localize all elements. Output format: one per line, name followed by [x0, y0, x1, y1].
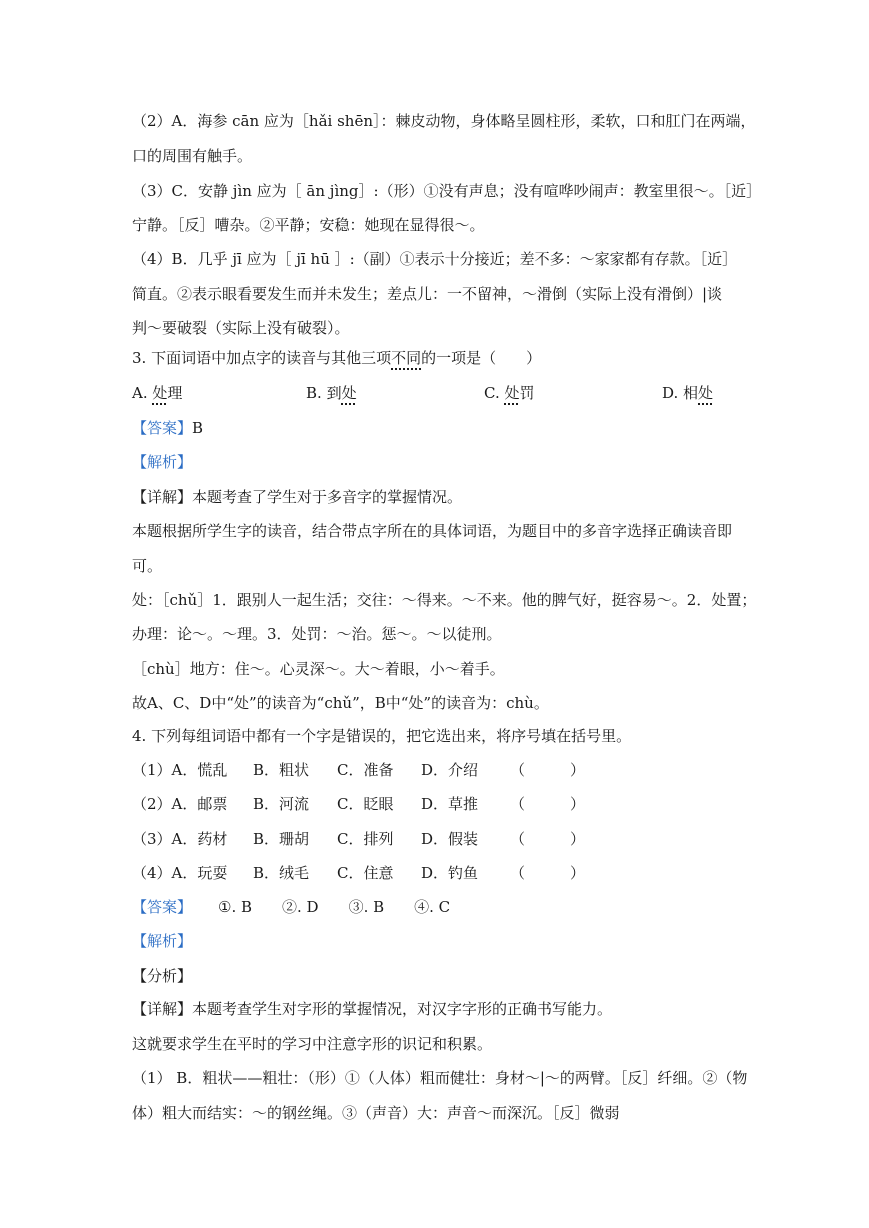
- question-3-text: 3. 下面词语中加点字的读音与其他三项: [132, 349, 392, 367]
- text-line: （4）B．几乎 jī 应为［ jī hū ］:（副）①表示十分接近；差不多：～家家都有存款。［近］: [132, 250, 738, 268]
- question-4-row: （3）A．药材 B．珊胡 C．排列 D．假装 （ ）: [132, 830, 586, 848]
- detail-4: [132, 999, 612, 1019]
- question-4-row: （2）A．邮票 B．河流 C．眨眼 D．草推 （ ）: [132, 795, 586, 813]
- answer-value: B: [192, 419, 204, 437]
- text-line: 口的周围有触手。: [132, 147, 253, 165]
- analysis-label: 【解析】: [132, 453, 193, 471]
- question-4: 4. 下列每组词语中都有一个字是错误的，把它选出来，将序号填在括号里。: [132, 727, 632, 745]
- question-3-dotted: 不同: [391, 349, 422, 367]
- text-line: 判～要破裂（实际上没有破裂）。: [132, 319, 350, 337]
- question-4-row: （4）A．玩耍 B．绒毛 C．住意 D．钓鱼 （ ）: [132, 864, 586, 882]
- answer-value: ①. B ②. D ③. B ④. C: [218, 898, 451, 916]
- text-line: 宁静。［反］嘈杂。②平静；安稳：她现在显得很～。: [132, 216, 485, 234]
- text-line: 办理：论～。～理。3．处罚：～治。惩～。～以徒刑。: [132, 625, 502, 643]
- answer-4: [132, 897, 450, 917]
- option-c: C. 处罚: [484, 384, 535, 402]
- detail-label: 【详解】: [132, 488, 193, 506]
- option-a: A. 处理: [132, 384, 183, 402]
- text-line: 这就要求学生在平时的学习中注意字形的识记和积累。: [132, 1035, 493, 1053]
- text-line: 体）粗大而结实：～的钢丝绳。③（声音）大：声音～而深沉。［反］微弱: [132, 1104, 620, 1122]
- detail-label: 【详解】: [132, 1000, 193, 1018]
- question-3-tail: 的一项是（ ）: [421, 349, 542, 367]
- detail-3: [132, 487, 462, 507]
- text-line: （1） B．粗状——粗壮：（形）①（人体）粗而健壮：身材～|～的两臂。［反］纤细。②（物: [132, 1069, 748, 1087]
- text-line: 可。: [132, 557, 163, 575]
- question-4-row: （1）A．慌乱 B．粗状 C．准备 D．介绍 （ ）: [132, 761, 586, 779]
- text-line: 处：［chǔ］1．跟别人一起生活；交往：～得来。～不来。他的脾气好，挺容易～。2．处置；: [132, 591, 757, 609]
- detail-text: 本题考查了学生对于多音字的掌握情况。: [192, 488, 463, 506]
- text-line: （2）A．海参 cān 应为［hǎi shēn］：棘皮动物，身体略呈圆柱形，柔软，口和肛门在两端，: [132, 112, 756, 130]
- option-b: B. 到处: [306, 384, 357, 402]
- option-d: D. 相处: [662, 384, 714, 402]
- detail-text: 本题考查学生对字形的掌握情况，对汉字字形的正确书写能力。: [192, 1000, 613, 1018]
- question-3: [132, 348, 541, 368]
- answer-label: 【答案】: [132, 419, 193, 437]
- text-line: 简直。②表示眼看要发生而并未发生；差点儿：一不留神，～滑倒（实际上没有滑倒）|谈: [132, 285, 723, 303]
- analysis-label: 【解析】: [132, 932, 193, 950]
- text-line: 本题根据所学生字的读音，结合带点字所在的具体词语，为题目中的多音字选择正确读音即: [132, 522, 733, 540]
- answer-3: [132, 418, 203, 438]
- text-line: 故A、C、D中“处”的读音为“chǔ”，B中“处”的读音为：chù。: [132, 694, 549, 712]
- text-line: （3）C．安静 jìn 应为［ ān jìng］:（形）①没有声息；没有喧哗吵闹声：教室里很～。［近］: [132, 182, 762, 200]
- text-line: ［chù］地方：住～。心灵深～。大～着眼，小～着手。: [132, 660, 505, 678]
- answer-label: 【答案】: [132, 898, 193, 916]
- analysis-subheading: 【分析】: [132, 967, 193, 985]
